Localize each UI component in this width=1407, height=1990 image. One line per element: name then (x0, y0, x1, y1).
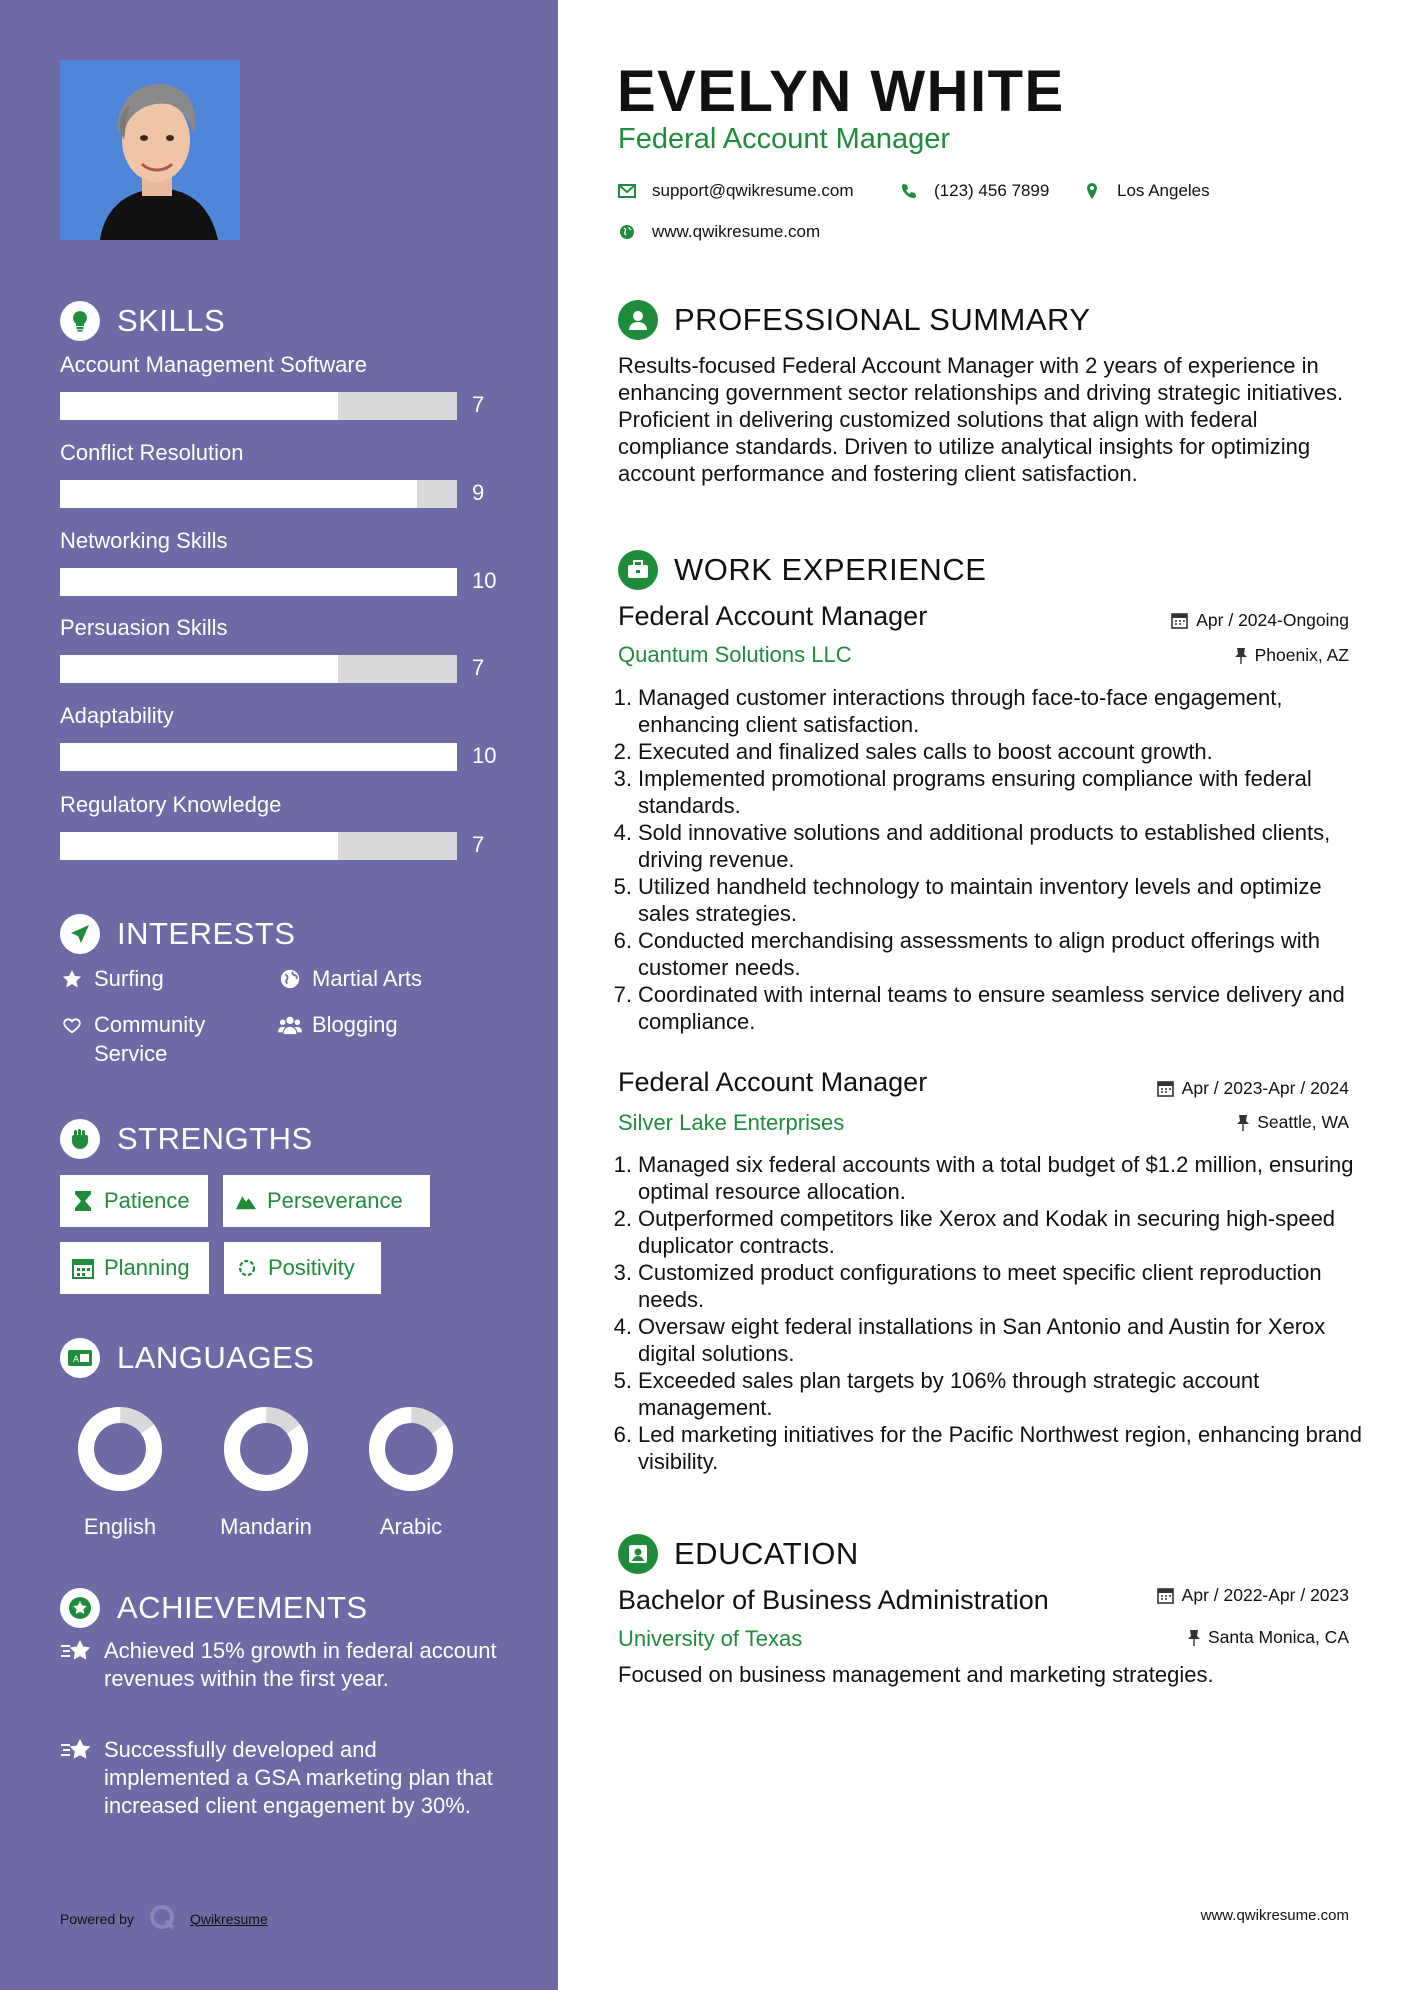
website-text[interactable]: www.qwikresume.com (652, 222, 821, 241)
list-item: 6. Conducted merchandising assessments to align product offerings with customer needs. (612, 927, 1372, 981)
skill-value: 10 (472, 743, 497, 768)
strength-badge (60, 1242, 209, 1294)
strength-badge (223, 1175, 430, 1227)
skill-name: Networking Skills (60, 528, 228, 553)
achievement-item (60, 1637, 500, 1693)
skill-bar (60, 655, 457, 683)
map-pin-icon (1083, 182, 1101, 200)
profile-photo (60, 60, 240, 240)
bullet-text: Implemented promotional programs ensuring compliance with federal standards. (638, 766, 1312, 818)
skill-bar (60, 480, 457, 508)
bullet-text: Sold innovative solutions and additional products to established clients, driving revenue. (638, 820, 1331, 872)
bullet-text: Led marketing initiatives for the Pacific Northwest region, enhancing brand visibility. (638, 1422, 1362, 1474)
phone-icon (900, 182, 918, 200)
job-location-text: Phoenix, AZ (1254, 645, 1349, 665)
skills-heading (60, 301, 225, 341)
job-dates-text: Apr / 2023-Apr / 2024 (1181, 1078, 1349, 1098)
skill-item (60, 703, 500, 768)
language-label: Arabic (379, 1514, 443, 1539)
user-icon (618, 300, 658, 340)
strength-label: Perseverance (267, 1188, 403, 1213)
contact-email (618, 181, 854, 201)
skill-value: 9 (472, 480, 485, 505)
list-item: 4. Sold innovative solutions and additional products to established clients, driving revenue. (612, 819, 1372, 873)
skill-name: Account Management Software (60, 352, 367, 377)
location-text: Los Angeles (1117, 181, 1210, 200)
bullet-text: Outperformed competitors like Xerox and Kodak in securing high-speed duplicator contracts. (638, 1206, 1336, 1258)
bullet-text: Exceeded sales plan targets by 106% through strategic account management. (638, 1368, 1260, 1420)
skill-value: 7 (472, 655, 485, 680)
list-item: 3. Implemented promotional programs ensuring compliance with federal standards. (612, 765, 1372, 819)
contact-website (618, 222, 820, 242)
calendar-icon (1157, 1587, 1174, 1604)
skill-value: 7 (472, 832, 485, 857)
mountain-icon (235, 1190, 257, 1212)
globe-icon (618, 223, 636, 241)
skill-value: 7 (472, 392, 485, 417)
skill-bar-fill (60, 480, 417, 508)
bullet-text: Customized product configurations to meet specific client reproduction needs. (638, 1260, 1322, 1312)
language-donut (60, 1403, 180, 1495)
interest-item (278, 964, 422, 993)
pushpin-icon (1188, 1629, 1200, 1646)
education-dates (1157, 1585, 1349, 1606)
main-content (558, 0, 1407, 1990)
language-icon (60, 1338, 100, 1378)
list-item: 3. Customized product configurations to meet specific client reproduction needs. (612, 1259, 1372, 1313)
sun-icon (236, 1257, 258, 1279)
language-label: English (83, 1514, 157, 1539)
skill-item (60, 528, 500, 593)
lightbulb-icon (60, 301, 100, 341)
footer-url[interactable]: www.qwikresume.com (1200, 1907, 1349, 1924)
interest-label: Community (94, 1012, 206, 1037)
skill-bar (60, 568, 457, 596)
experience-title: WORK EXPERIENCE (674, 552, 987, 587)
bullet-text: Oversaw eight federal installations in San Antonio and Austin for Xerox digital solutions. (638, 1314, 1326, 1366)
skill-item (60, 792, 500, 857)
skill-bar (60, 743, 457, 771)
list-item: 2. Outperformed competitors like Xerox and Kodak in securing high-speed duplicator contracts. (612, 1205, 1372, 1259)
email-text[interactable]: support@qwikresume.com (652, 181, 854, 200)
language-donut (351, 1403, 471, 1495)
education-dates-text: Apr / 2022-Apr / 2023 (1181, 1585, 1349, 1605)
globe-icon (278, 964, 302, 993)
degree-title: Bachelor of Business Administration (618, 1585, 1049, 1615)
strength-badge (224, 1242, 381, 1294)
strength-label: Planning (104, 1255, 190, 1280)
education-title: EDUCATION (674, 1536, 859, 1571)
languages-title: LANGUAGES (117, 1340, 315, 1375)
education-heading (618, 1534, 859, 1574)
heart-icon (60, 1010, 84, 1039)
strengths-heading (60, 1119, 313, 1159)
list-item: 2. Executed and finalized sales calls to boost account growth. (613, 739, 1213, 764)
star-icon (60, 964, 84, 993)
skill-bar-fill (60, 655, 338, 683)
strength-label: Positivity (268, 1255, 355, 1280)
bullet-text: Executed and finalized sales calls to boost account growth. (638, 739, 1213, 764)
shooting-star-icon (60, 1637, 94, 1667)
languages-heading (60, 1338, 314, 1378)
award-star-icon (60, 1588, 100, 1628)
achievement-item (60, 1736, 500, 1820)
language-item (206, 1403, 326, 1540)
skill-bar-fill (60, 743, 457, 771)
list-item: 5. Utilized handheld technology to maintain inventory levels and optimize sales strategies. (612, 873, 1372, 927)
fist-icon (60, 1119, 100, 1159)
list-item: 6. Led marketing initiatives for the Pacific Northwest region, enhancing brand visibility. (612, 1421, 1372, 1475)
paper-plane-icon (60, 914, 100, 954)
skill-name: Conflict Resolution (60, 440, 244, 465)
pushpin-icon (1235, 647, 1247, 664)
list-item: 1. Managed customer interactions through face-to-face engagement, enhancing client satisfaction. (612, 684, 1372, 738)
bullet-text: Conducted merchandising assessments to align product offerings with customer needs. (638, 928, 1320, 980)
list-item: 7. Coordinated with internal teams to ensure seamless service delivery and compliance. (612, 981, 1372, 1035)
language-donut (206, 1403, 326, 1495)
interest-item (278, 1010, 398, 1039)
education-description: Focused on business management and marketing strategies. (618, 1662, 1214, 1687)
job-location-text: Seattle, WA (1257, 1112, 1349, 1132)
interests-title: INTERESTS (117, 916, 296, 951)
achievement-text: Successfully developed and implemented a GSA marketing plan that increased client engagement by 30%. (104, 1737, 493, 1818)
summary-text: Results-focused Federal Account Manager with 2 years of experience in enhancing government sector relationships and driving strategic initiatives. Proficient in delivering customized solutions that align with federal compliance standards. Driven to utilize analytical insights for optimizing account performance and fostering client satisfaction. (618, 353, 1344, 486)
hourglass-icon (72, 1190, 94, 1212)
graduate-icon (618, 1534, 658, 1574)
summary-heading (618, 300, 1091, 340)
bullet-text: Coordinated with internal teams to ensure seamless service delivery and compliance. (638, 982, 1345, 1034)
school-name: University of Texas (618, 1626, 803, 1651)
job-location (1237, 1112, 1349, 1133)
bullet-text: Managed six federal accounts with a total budget of $1.2 million, ensuring optimal resource allocation. (638, 1152, 1354, 1204)
powered-by (60, 1903, 268, 1934)
skill-bar-fill (60, 832, 338, 860)
skills-title: SKILLS (117, 303, 226, 338)
svg-text:A: A (73, 1355, 80, 1365)
powered-by-link[interactable]: Qwikresume (189, 1910, 268, 1927)
calendar-icon (1171, 612, 1188, 629)
job-bullets (612, 1151, 1372, 1475)
calendar-icon (1157, 1080, 1174, 1097)
job-dates (1171, 610, 1349, 631)
achievement-text: Achieved 15% growth in federal account revenues within the first year. (104, 1638, 497, 1691)
skill-bar-fill (60, 392, 338, 420)
users-icon (278, 1010, 302, 1039)
bullet-text: Managed customer interactions through face-to-face engagement, enhancing client satisfaction. (638, 685, 1283, 737)
job-dates-text: Apr / 2024-Ongoing (1196, 610, 1349, 630)
briefcase-icon (618, 550, 658, 590)
skill-bar (60, 392, 457, 420)
calendar-icon (72, 1257, 94, 1279)
qwikresume-logo-icon (148, 1903, 176, 1934)
skill-bar (60, 832, 457, 860)
candidate-name: EVELYN WHITE (617, 59, 1065, 124)
shooting-star-icon (60, 1736, 94, 1766)
summary-title: PROFESSIONAL SUMMARY (674, 302, 1091, 337)
skill-item (60, 352, 500, 417)
sidebar (0, 0, 558, 1990)
skill-name: Regulatory Knowledge (60, 792, 282, 817)
job-dates (1157, 1078, 1349, 1099)
job-company: Quantum Solutions LLC (618, 642, 852, 667)
powered-by-label: Powered by (60, 1910, 134, 1927)
achievements-title: ACHIEVEMENTS (117, 1590, 368, 1625)
bullet-text: Utilized handheld technology to maintain inventory levels and optimize sales strategies. (638, 874, 1322, 926)
education-location-text: Santa Monica, CA (1207, 1627, 1349, 1647)
contact-phone (900, 181, 1049, 201)
job-location (1235, 645, 1349, 666)
job-title: Federal Account Manager (618, 601, 928, 631)
list-item: 1. Managed six federal accounts with a total budget of $1.2 million, ensuring optimal resource allocation. (612, 1151, 1372, 1205)
achievements-heading (60, 1588, 368, 1628)
envelope-icon (618, 182, 636, 200)
contact-location (1083, 181, 1210, 201)
pushpin-icon (1237, 1114, 1249, 1131)
interest-label: Blogging (312, 1012, 398, 1037)
interest-item (60, 1010, 205, 1068)
strength-label: Patience (104, 1188, 190, 1213)
phone-text: (123) 456 7899 (934, 181, 1050, 200)
skill-name: Persuasion Skills (60, 615, 228, 640)
candidate-role: Federal Account Manager (618, 123, 951, 155)
portrait-image (60, 60, 240, 240)
skill-value: 10 (472, 568, 497, 593)
strength-badge (60, 1175, 208, 1227)
list-item: 4. Oversaw eight federal installations in San Antonio and Austin for Xerox digital solutions. (612, 1313, 1372, 1367)
language-item (351, 1403, 471, 1540)
strengths-title: STRENGTHS (117, 1121, 313, 1156)
job-title: Federal Account Manager (618, 1067, 928, 1097)
experience-heading (618, 550, 986, 590)
interest-label: Surfing (94, 966, 164, 991)
skill-bar-fill (60, 568, 457, 596)
language-item (60, 1403, 180, 1540)
language-label: Mandarin (220, 1514, 312, 1539)
job-bullets (612, 684, 1372, 1035)
skill-name: Adaptability (60, 703, 174, 728)
interest-label-multiline (94, 1010, 205, 1068)
interest-item (60, 964, 164, 993)
interest-label: Service (94, 1041, 168, 1066)
list-item: 5. Exceeded sales plan targets by 106% through strategic account management. (612, 1367, 1372, 1421)
education-location (1188, 1627, 1349, 1648)
interest-label: Martial Arts (312, 966, 423, 991)
skill-item (60, 615, 500, 680)
interests-heading (60, 914, 295, 954)
skill-item (60, 440, 500, 505)
job-company: Silver Lake Enterprises (618, 1110, 845, 1135)
